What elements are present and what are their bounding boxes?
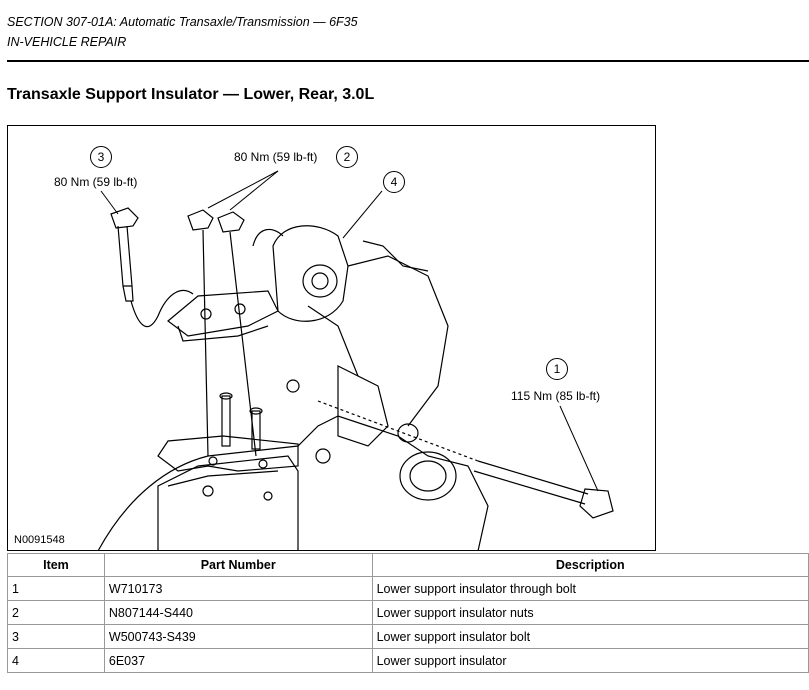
table-row: [8, 625, 809, 649]
table-row: [8, 577, 809, 601]
header-divider: [7, 60, 809, 62]
figure-id: N0091548: [14, 534, 65, 546]
item-cell: 1: [8, 577, 105, 601]
table-row: [8, 601, 809, 625]
col-part-number: Part Number: [104, 554, 372, 577]
table-header-row: [8, 554, 809, 577]
col-description: Description: [372, 554, 808, 577]
item-cell: 4: [8, 649, 105, 673]
callout-1-bubble: 1: [546, 358, 568, 380]
part-number-cell: W500743-S439: [104, 625, 372, 649]
item-cell: 2: [8, 601, 105, 625]
callout-1-torque: 115 Nm (85 lb-ft): [511, 389, 601, 403]
callout-4-bubble: 4: [383, 171, 405, 193]
parts-table: [7, 553, 809, 673]
section-header: [7, 12, 358, 52]
exploded-view-figure: [7, 125, 656, 551]
part-number-cell: W710173: [104, 577, 372, 601]
callout-3-torque: 80 Nm (59 lb-ft): [54, 175, 138, 189]
table-row: [8, 649, 809, 673]
part-number-cell: 6E037: [104, 649, 372, 673]
description-cell: Lower support insulator: [372, 649, 808, 673]
description-cell: Lower support insulator bolt: [372, 625, 808, 649]
item-cell: 3: [8, 625, 105, 649]
description-cell: Lower support insulator nuts: [372, 601, 808, 625]
page-title: Transaxle Support Insulator — Lower, Rear, 3.0L: [7, 86, 375, 103]
section-title: SECTION 307-01A: Automatic Transaxle/Transmission — 6F35: [7, 15, 358, 29]
callout-2-torque: 80 Nm (59 lb-ft): [234, 150, 318, 164]
callout-3-bubble: 3: [90, 146, 112, 168]
subsection-title: IN-VEHICLE REPAIR: [7, 35, 127, 49]
part-number-cell: N807144-S440: [104, 601, 372, 625]
description-cell: Lower support insulator through bolt: [372, 577, 808, 601]
transaxle-illustration: [8, 126, 656, 551]
callout-2-bubble: 2: [336, 146, 358, 168]
col-item: Item: [8, 554, 105, 577]
